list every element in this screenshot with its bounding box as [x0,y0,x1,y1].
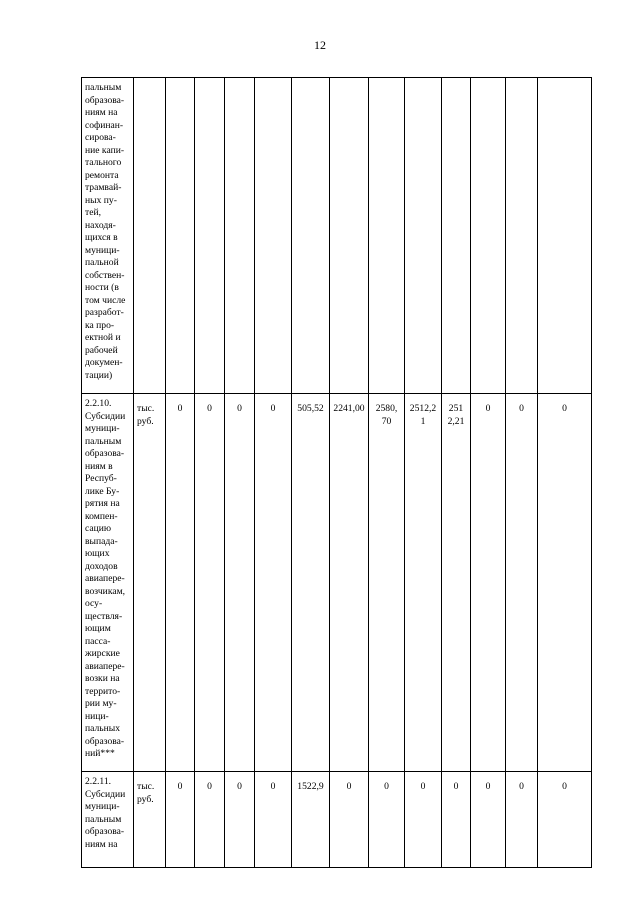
value-cell [538,78,592,394]
value-cell: 1522,9 [292,772,330,868]
value-cell: 2512,2 1 [405,394,442,772]
value-cell: 0 [506,772,538,868]
value-cell [369,78,405,394]
table-row [82,394,592,772]
value-cell: 2580, 70 [369,394,405,772]
value-cell [330,78,369,394]
value-cell: 0 [471,394,506,772]
unit-cell: тыс. руб. [134,394,166,772]
value-cell: 0 [225,394,255,772]
unit-cell [134,78,166,394]
value-cell [405,78,442,394]
value-cell: 0 [442,772,471,868]
table-row [82,78,592,394]
value-cell [292,78,330,394]
row-name: 2.2.11. Субсидии муници- пальным образова- ниям на [85,776,126,850]
row-name-cell [82,394,134,772]
row-name-cell [82,78,134,394]
value-cell: 0 [538,394,592,772]
value-cell [471,78,506,394]
value-cell: 0 [195,772,225,868]
value-cell: 0 [405,772,442,868]
row-name: пальным образова- ниям на софинан- сирова- ние капи- тального ремонта трамвай- ных пу- тей, находя- щихся в муници- пальной собствен- ности (в том числе разработ- ка про- ектной и рабочей докумен- тации) [85,82,126,381]
value-cell: 0 [166,394,195,772]
value-cell [255,78,292,394]
value-cell: 2241,00 [330,394,369,772]
value-cell: 0 [255,772,292,868]
page-number: 12 [314,38,326,52]
value-cell: 251 2,21 [442,394,471,772]
value-cell [166,78,195,394]
value-cell: 0 [195,394,225,772]
value-cell: 0 [506,394,538,772]
value-cell [442,78,471,394]
row-name-cell [82,772,134,868]
value-cell [195,78,225,394]
value-cell: 0 [369,772,405,868]
value-cell: 0 [225,772,255,868]
data-table [81,77,592,868]
value-cell: 505,52 [292,394,330,772]
value-cell [225,78,255,394]
value-cell: 0 [471,772,506,868]
unit-cell: тыс. руб. [134,772,166,868]
table-row [82,772,592,868]
value-cell [506,78,538,394]
value-cell: 0 [255,394,292,772]
value-cell: 0 [538,772,592,868]
value-cell: 0 [166,772,195,868]
row-name: 2.2.10. Субсидии муници- пальным образова- ниям в Респуб- лике Бу- рятия на компен- сацию выпада- ющих доходов авиапере- возчикам, осу- ществля- ющим пасса- жирские авиапере- возки на террито- рии му- ници- пальных образова- ний*** [85,398,126,759]
value-cell: 0 [330,772,369,868]
